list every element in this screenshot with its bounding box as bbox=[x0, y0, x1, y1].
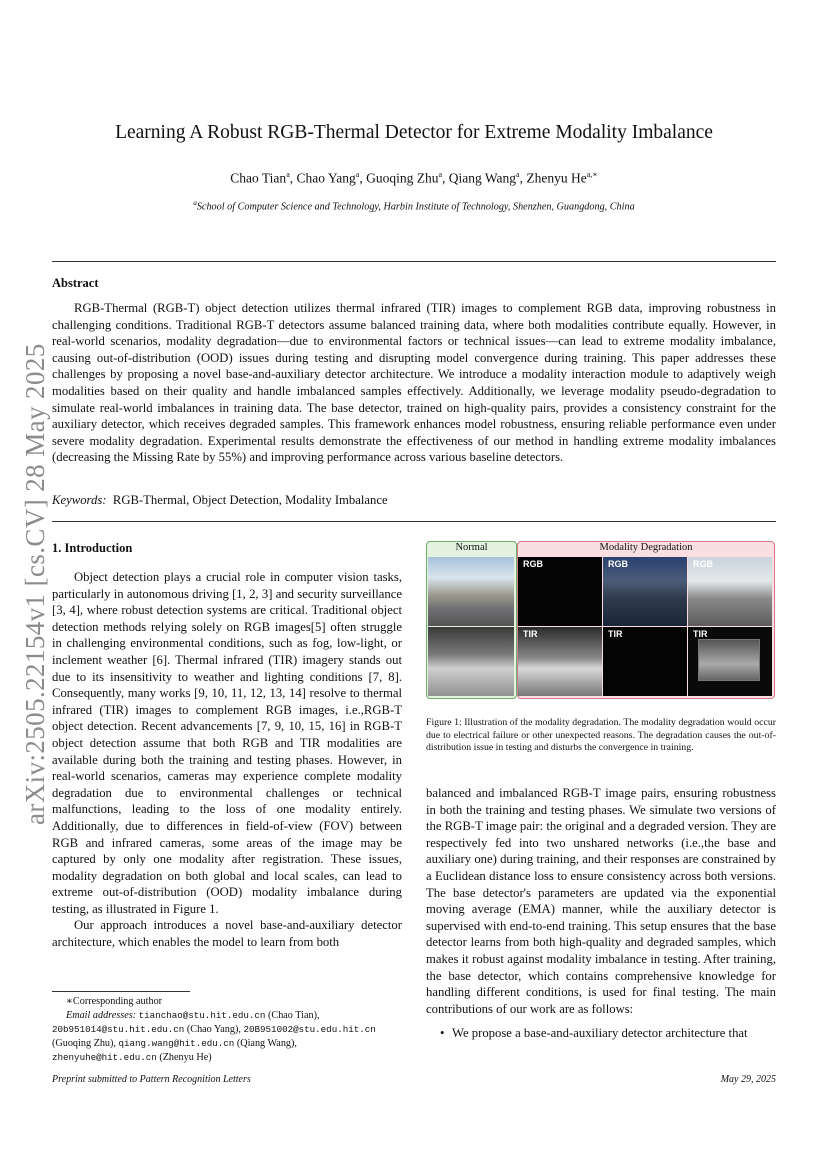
author-name: Zhenyu He bbox=[526, 170, 587, 186]
abstract-body bbox=[52, 300, 776, 466]
contribution-item: • We propose a base-and-auxiliary detector architecture that bbox=[426, 1025, 776, 1042]
abstract-heading: Abstract bbox=[52, 276, 99, 290]
email-link[interactable]: qiang.wang@hit.edu.cn bbox=[118, 1038, 235, 1049]
figure-caption: Figure 1: Illustration of the modality degradation. The modality degradation would occur due to electrical failure or other unexpected reasons. The degradation causes the out-of-distribution issue in testing and disturbs the convergence in training. bbox=[426, 717, 776, 754]
email-link[interactable]: 20b951014@stu.hit.edu.cn bbox=[52, 1024, 185, 1035]
email-label: Email addresses: bbox=[66, 1010, 137, 1021]
partial-fov-region bbox=[698, 639, 760, 681]
affiliation-sup: a bbox=[193, 199, 197, 207]
email-link[interactable]: tianchao@stu.hit.edu.cn bbox=[138, 1010, 266, 1021]
tir-label: TIR bbox=[693, 629, 708, 639]
normal-label: Normal bbox=[455, 542, 488, 553]
corresponding-author: ∗Corresponding author bbox=[66, 996, 163, 1007]
intro-paragraph-2: Our approach introduces a novel base-and-auxiliary detector architecture, which enables the model to learn from both bbox=[52, 918, 402, 950]
keywords bbox=[52, 493, 388, 508]
author-sup: a bbox=[438, 170, 443, 179]
intro-heading: 1. Introduction bbox=[52, 541, 133, 555]
footnote-rule bbox=[52, 991, 190, 992]
abstract-text: RGB-Thermal (RGB-T) object detection utilizes thermal infrared (TIR) images to complement RGB data, improving robustness in challenging conditions. Traditional RGB-T detectors assume balanced training data, where both modalities contribute equally. However, in real-world scenarios, modality degradation—due to environmental factors or technical issues—can lead to extreme modality imbalance, causing out-of-distribution (OOD) issues during testing and disrupting model convergence during training. This paper addresses these challenges by proposing a novel base-and-auxiliary detector architecture. We introduce a modality interaction module to adaptively weigh modalities based on their quality and handle imbalanced samples effectively. Additionally, we leverage modality pseudo-degradation to simulate real-world imbalances in training data. The base detector, trained on high-quality pairs, provides a consistency constraint for the auxiliary detector, which receives degraded samples. This framework enhances model robustness, ensuring reliable performance even under severe modality degradation. Experimental results demonstrate the effectiveness of our method in handling extreme modality imbalances (decreasing the Missing Rate by 55%) and improving performance across various baseline detectors. bbox=[52, 301, 776, 465]
degradation-label: Modality Degradation bbox=[599, 542, 693, 553]
author-sup: a bbox=[286, 170, 290, 179]
keywords-text: RGB-Thermal, Object Detection, Modality Imbalance bbox=[112, 493, 388, 507]
email-owner: (Zhenyu He) bbox=[159, 1052, 212, 1063]
normal-rgb-image bbox=[428, 557, 514, 626]
author-name: Chao Tian bbox=[230, 170, 287, 186]
contribution-list bbox=[426, 1025, 776, 1042]
author-sup: a,∗ bbox=[586, 170, 598, 179]
rgb-label: RGB bbox=[523, 559, 543, 569]
email-owner: (Qiang Wang), bbox=[236, 1038, 297, 1049]
tir-label: TIR bbox=[523, 629, 538, 639]
intro-body bbox=[52, 569, 402, 951]
email-owner: (Chao Tian), bbox=[268, 1010, 320, 1021]
intro-paragraph-1: Object detection plays a crucial role in computer vision tasks, particularly in autonomous driving [1, 2, 3] and security surveillance [3, 4], where robust detection systems are critical. Traditional object detection methods relying solely on RGB images[5] often struggle in challenging environmental conditions, such as fog, low-light, or inclement weather [6]. Thermal infrared (TIR) imagery stands out due to its insensitivity to weather and lighting conditions [7, 8]. Consequently, many works [9, 10, 11, 12, 13, 14] resolve to thermal infrared (TIR) images to complement RGB images, i.e.,RGB-T object detection. Recent advancements [7, 9, 10, 15, 16] in RGB-T object detection assume that both RGB and TIR modalities are available during both the training and testing phases. However, in real-world scenarios, cameras may experience complete modality degradation due to environmental challenges or technical malfunctions, leading to the loss of one modality entirely. Additionally, due to differences in field-of-view (FOV) between RGB and infrared cameras, some areas of the image may be captured by only one modality after registration. These issues, modality degradation on both global and local scales, can lead to extreme out-of-distribution (OOD) modality imbalance during testing, as illustrated in Figure 1. bbox=[52, 570, 402, 916]
keywords-label: Keywords: bbox=[52, 493, 107, 507]
email-link[interactable]: zhenyuhe@hit.edu.cn bbox=[52, 1052, 157, 1063]
email-link[interactable]: 20B951002@stu.edu.hit.cn bbox=[243, 1024, 376, 1035]
right-column-body bbox=[426, 785, 776, 1042]
tir-label: TIR bbox=[608, 629, 623, 639]
top-rule bbox=[52, 261, 776, 262]
author-sup: a bbox=[355, 170, 360, 179]
email-owner: (Guoqing Zhu), bbox=[52, 1038, 116, 1049]
preprint-note: Preprint submitted to Pattern Recognition Letters bbox=[52, 1074, 251, 1085]
footnote bbox=[52, 995, 412, 1065]
author-name: Qiang Wang bbox=[448, 170, 517, 186]
normal-tir-image bbox=[428, 627, 514, 696]
rgb-label: RGB bbox=[608, 559, 628, 569]
author-list: Chao Tian$^a$, Chao Yang$^a$, Guoqing Zhu$^a$, Qiang Wang$^a$, Zhenyu $He^{a,∗}$ bbox=[230, 170, 598, 186]
affiliation bbox=[0, 199, 828, 212]
right-paragraph-1: balanced and imbalanced RGB-T image pairs, ensuring robustness in both the training and testing phases. We simulate two versions of the RGB-T image pair: the original and a degraded version. They are respectively fed into two unshared networks (i.e.,the base and auxiliary one) during training, and their responses are constrained by a Euclidean distance loss to ensure consistency across both versions. The base detector's parameters are updated via the exponential moving average (EMA) manner, while the auxiliary detector is supervised with end-to-end training. This setup ensures that the base detector learns from both high-quality and degraded samples, which makes it robust against modality imbalance in testing. After training, the base detector, which contains comprehensive knowledge for handling different conditions, is used for final testing. The main contributions of our work are as follows: bbox=[426, 786, 776, 1016]
paper-title: Learning A Robust RGB-Thermal Detector for Extreme Modality Imbalance bbox=[115, 122, 713, 143]
email-owner: (Chao Yang), bbox=[186, 1024, 241, 1035]
arxiv-stamp: arXiv:2505.22154v1 [cs.CV] 28 May 2025 bbox=[20, 343, 50, 825]
figure-1 bbox=[426, 541, 776, 699]
author-sup: a bbox=[516, 170, 520, 179]
mid-rule bbox=[52, 521, 776, 522]
author-name: Chao Yang bbox=[296, 170, 356, 186]
rgb-label: RGB bbox=[693, 559, 713, 569]
author-name: Guoqing Zhu bbox=[366, 170, 439, 186]
affiliation-text: School of Computer Science and Technology, Harbin Institute of Technology, Shenzhen, Guangdong, China bbox=[196, 201, 635, 213]
preprint-date: May 29, 2025 bbox=[720, 1074, 776, 1085]
